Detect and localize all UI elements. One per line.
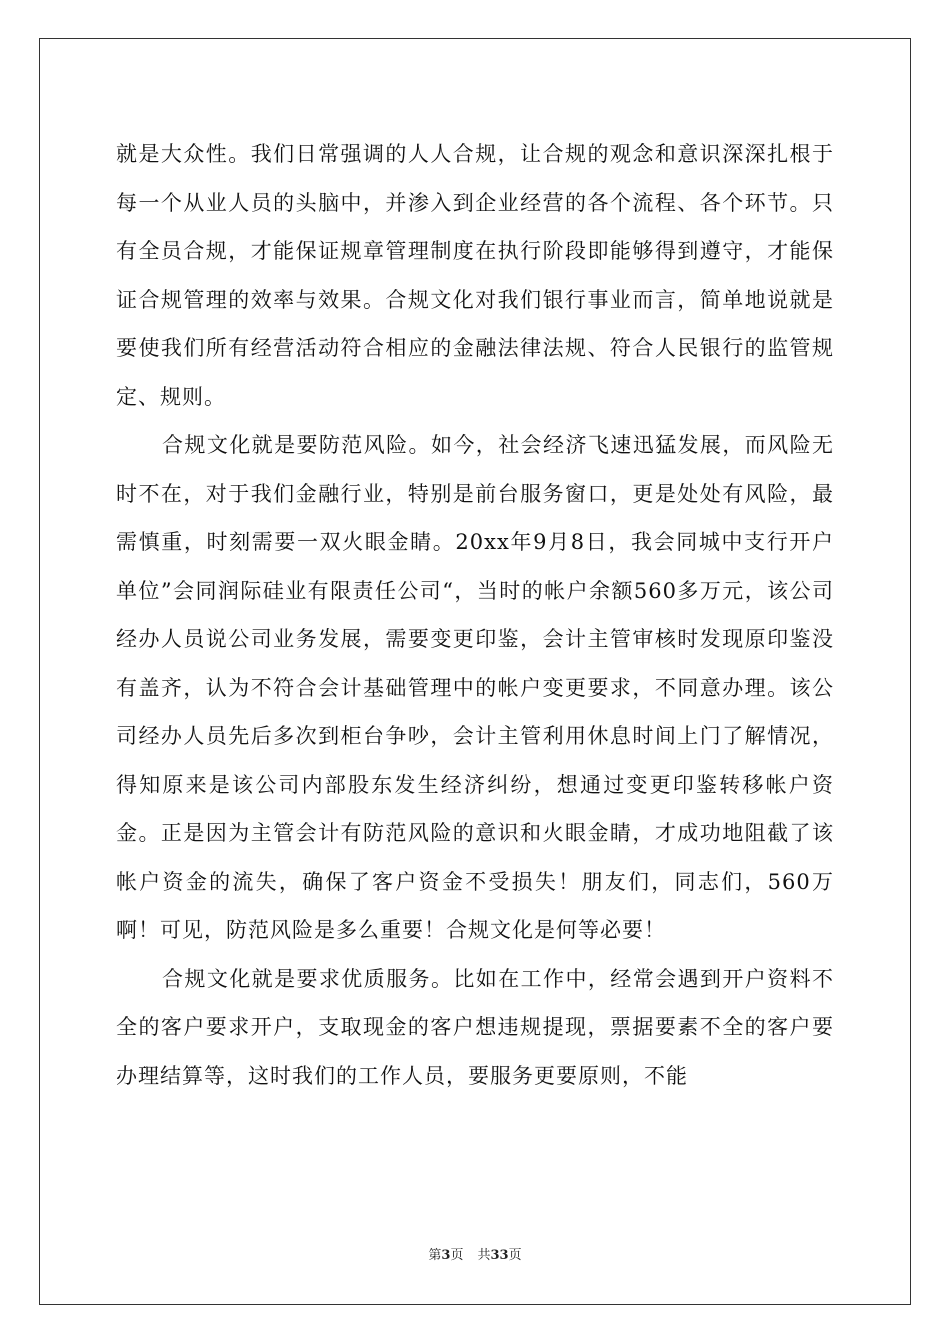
paragraph-continuation: 就是大众性。我们日常强调的人人合规，让合规的观念和意识深深扎根于每一个从业人员的头脑中，并渗入到企业经营的各个流程、各个环节。只有全员合规，才能保证规章管理制度在执行阶段即能够得到遵守，才能保证合规管理的效率与效果。合规文化对我们银行事业而言，简单地说就是要使我们所有经营活动符合相应的金融法律法规、符合人民银行的监管规定、规则。 — [116, 142, 834, 409]
footer-total-suffix: 页 — [508, 1248, 522, 1263]
paragraph-risk-prevention: 合规文化就是要防范风险。如今，社会经济飞速迅猛发展，而风险无时不在，对于我们金融行业，特别是前台服务窗口，更是处处有风险，最需慎重，时刻需要一双火眼金睛。20xx年9月8日，我会同城中支行开户单位”会同润际硅业有限责任公司“，当时的帐户余额560多万元，该公司经办人员说公司业务发展，需要变更印鉴，会计主管审核时发现原印鉴没有盖齐，认为不符合会计基础管理中的帐户变更要求，不同意办理。该公司经办人员先后多次到柜台争吵，会计主管利用休息时间上门了解情况，得知原来是该公司内部股东发生经济纠纷，想通过变更印鉴转移帐户资金。正是因为主管会计有防范风险的意识和火眼金睛，才成功地阻截了该帐户资金的流失，确保了客户资金不受损失！朋友们，同志们，560万啊！可见，防范风险是多么重要！合规文化是何等必要！ — [116, 433, 834, 942]
footer-page-suffix: 页 — [450, 1248, 464, 1263]
page-footer — [0, 1246, 950, 1266]
paragraph-quality-service: 合规文化就是要求优质服务。比如在工作中，经常会遇到开户资料不全的客户要求开户，支取现金的客户想违规提现，票据要素不全的客户要办理结算等，这时我们的工作人员，要服务更要原则，不能 — [116, 966, 834, 1088]
document-body — [116, 130, 834, 1100]
footer-page-prefix: 第 — [428, 1248, 442, 1263]
footer-total-prefix: 共 — [477, 1248, 491, 1263]
footer-page-number: 3 — [441, 1248, 451, 1263]
footer-total-pages: 33 — [490, 1248, 509, 1263]
